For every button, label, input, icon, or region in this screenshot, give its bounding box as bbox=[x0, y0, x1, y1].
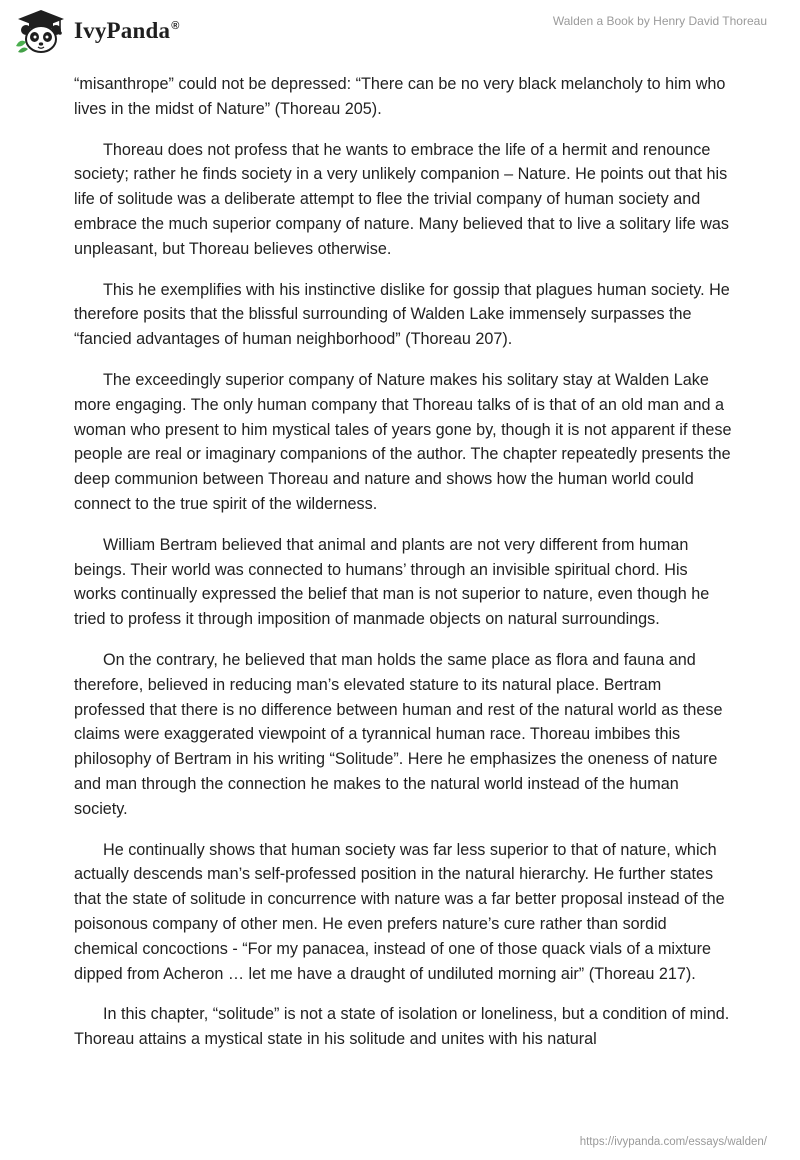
paragraph: In this chapter, “solitude” is not a state of isolation or loneliness, but a condition of mind. Thoreau attains a mystical state in his solitude and unites with his natural bbox=[74, 1005, 730, 1049]
page-header bbox=[0, 0, 800, 60]
paragraph: “misanthrope” could not be depressed: “There can be no very black melancholy to him who lives in the midst of Nature” (Thoreau 205). bbox=[74, 75, 726, 118]
essay-body bbox=[74, 72, 734, 1068]
paragraph: The exceedingly superior company of Nature makes his solitary stay at Walden Lake more engaging. The only human company that Thoreau talks of is that of an old man and a woman who present to him mystical tales of years gone by, though it is not apparent if these people are real or imaginary companions of the author. The chapter repeatedly presents the deep communion between Thoreau and nature and shows how the human world could connect to the true spirit of the wilderness. bbox=[74, 370, 732, 513]
paragraph: On the contrary, he believed that man holds the same place as flora and fauna and therefore, believed in reducing man’s elevated stature to its natural place. Bertram professed that there is no difference between human and rest of the natural world as these claims were exaggerated viewpoint of a tyrannical human race. Thoreau imbibes this philosophy of Bertram in his writing “Solitude”. Here he emphasizes the oneness of nature and man through the connection he makes to the natural world instead of the human society. bbox=[74, 650, 723, 818]
source-url-link[interactable]: https://ivypanda.com/essays/walden/ bbox=[579, 1136, 767, 1148]
paragraph: This he exemplifies with his instinctive dislike for gossip that plagues human society. He therefore posits that the blissful surrounding of Walden Lake immensely surpasses the “fancied advantages of human neighborhood” (Thoreau 207). bbox=[74, 280, 730, 349]
brand-name-text: IvyPanda bbox=[74, 18, 171, 43]
paragraph: Thoreau does not profess that he wants to embrace the life of a hermit and renounce society; rather he finds society in a very unlikely companion – Nature. He points out that his life of solitude was a deliberate attempt to flee the trivial company of human society and embrace the much superior company of nature. Many believed that to live a solitary life was unpleasant, but Thoreau believes otherwise. bbox=[74, 140, 730, 258]
paragraph: He continually shows that human society was far less superior to that of nature, which actually descends man’s self-professed position in the natural hierarchy. He further states that the state of solitude in concurrence with nature was a far better proposal instead of the poisonous company of other men. He even prefers nature’s cure rather than sordid chemical concoctions - “For my panacea, instead of one of those quack vials of a mixture dipped from Acheron … let me have a draught of undiluted morning air” (Thoreau 217). bbox=[74, 840, 725, 983]
ivypanda-logo[interactable] bbox=[14, 8, 180, 54]
paragraph: William Bertram believed that animal and plants are not very different from human beings. Their world was connected to humans’ through an invisible spiritual chord. His works continually expressed the belief that man is not superior to nature, even though he tried to profess it through imposition of manmade objects on natural surroundings. bbox=[74, 535, 710, 629]
brand-name bbox=[74, 18, 180, 44]
document-title: Walden a Book by Henry David Thoreau bbox=[552, 14, 767, 28]
registered-mark: ® bbox=[171, 20, 180, 33]
panda-graduate-icon bbox=[14, 8, 68, 54]
